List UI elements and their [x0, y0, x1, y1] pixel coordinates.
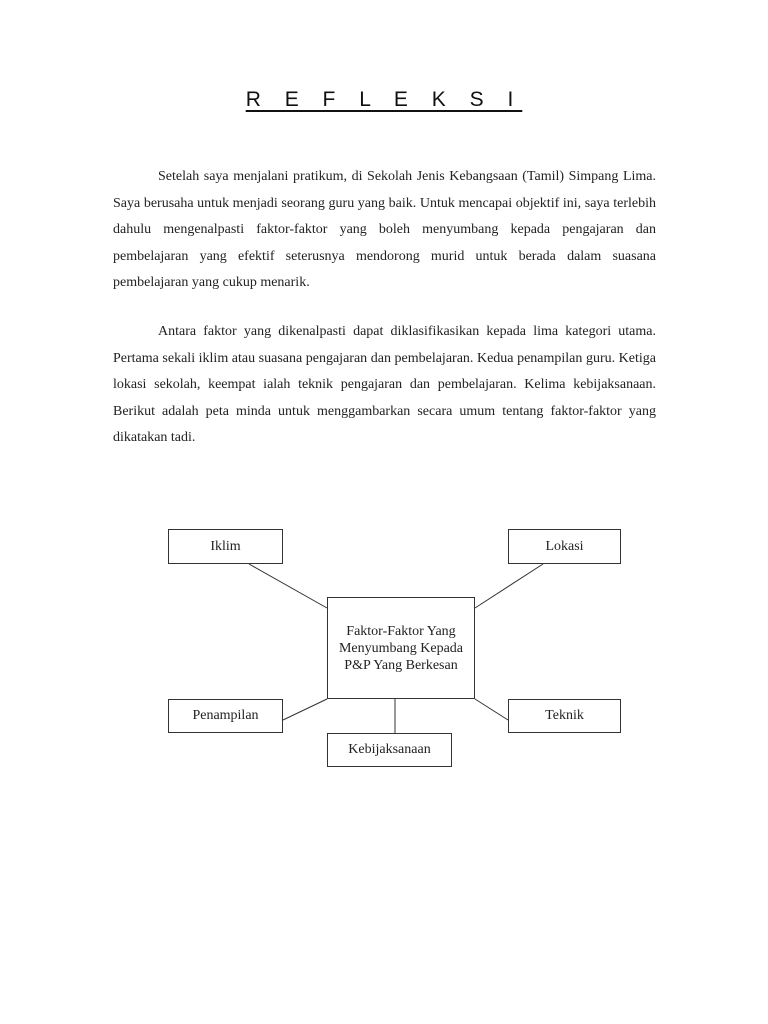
paragraph-2: Antara faktor yang dikenalpasti dapat diklasifikasikan kepada lima kategori utama. Pertama sekali iklim atau suasana pengajaran dan pembelajaran. Kedua penampilan guru. Ketiga lokasi sekolah, keempat ialah teknik pengajaran dan pembelajaran. Kelima kebijaksanaan. Berikut adalah peta minda untuk menggambarkan secara umum tentang faktor-faktor yang dikatakan tadi. [113, 324, 656, 445]
node-penampilan-label: Penampilan [192, 708, 259, 723]
node-center [327, 597, 475, 699]
node-kebijaksanaan [327, 733, 452, 767]
connector-penampilan [283, 699, 327, 720]
connector-teknik [475, 699, 508, 720]
node-penampilan [168, 699, 283, 733]
node-kebijaksanaan-label: Kebijaksanaan [348, 742, 431, 757]
document-title: R E F L E K S I [245, 88, 523, 111]
node-teknik [508, 699, 621, 733]
node-teknik-label: Teknik [545, 708, 584, 723]
node-iklim-label: Iklim [210, 538, 241, 554]
paragraph-1: Setelah saya menjalani pratikum, di Sekolah Jenis Kebangsaan (Tamil) Simpang Lima. Saya berusaha untuk menjadi seorang guru yang baik. Untuk mencapai objektif ini, saya terlebih dahulu mengenalpasti faktor-faktor yang boleh menyumbang kepada pengajaran dan pembelajaran yang efektif seterusnya mendorong murid untuk berada dalam suasana pembelajaran yang cukup menarik. [113, 169, 656, 290]
node-iklim [168, 529, 283, 564]
connector-iklim [249, 564, 327, 608]
connector-lokasi [475, 564, 543, 608]
node-lokasi-label: Lokasi [545, 538, 584, 554]
node-lokasi [508, 529, 621, 564]
node-center-label: Faktor-Faktor Yang Menyumbang Kepada P&P Yang Berkesan [338, 623, 464, 673]
